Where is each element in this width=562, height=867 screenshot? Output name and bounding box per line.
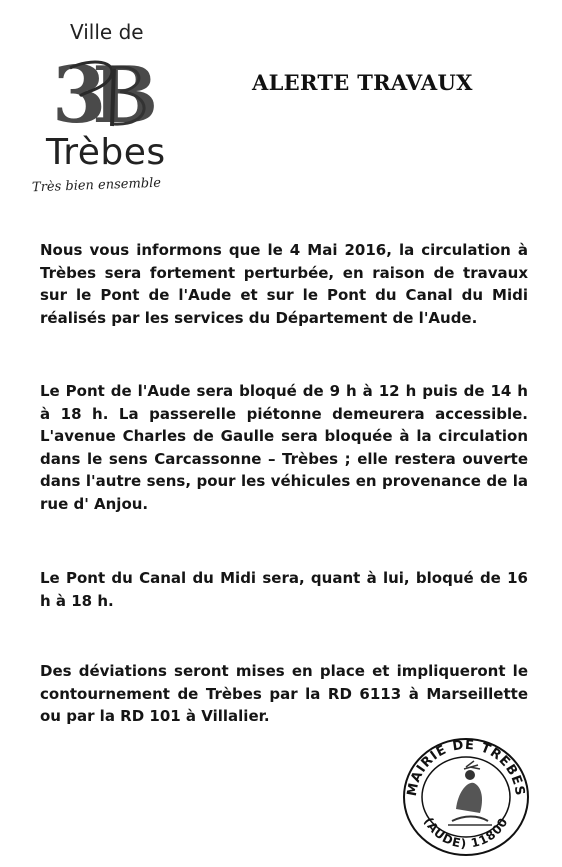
paragraph-pont-aude: Le Pont de l'Aude sera bloqué de 9 h à 12 h puis de 14 h à 18 h. La passerelle piétonne demeurera accessible. L'avenue Charles de Gaulle sera bloquée à la circulation dans le sens Carcassonne – Trèbes ; elle restera ouverte dans l'autre sens, pour les véhicules en provenance de la rue d' Anjou. (40, 382, 528, 513)
logo-3b-icon (50, 56, 170, 136)
mairie-stamp (394, 729, 538, 859)
stamp-bottom-text: (AUDE) 11800 (421, 814, 511, 851)
slogan: Très bien ensemble (31, 175, 162, 196)
paragraph-date: Nous vous informons que le 4 Mai 2016, la circulation à Trèbes sera fortement perturbée, en raison de travaux sur le Pont de l'Aude et sur le Pont du Canal du Midi réalisés par les services du Département de l'Aude. (40, 241, 528, 327)
paragraph-pont-canal: Le Pont du Canal du Midi sera, quant à lui, bloqué de 16 h à 18 h. (40, 569, 528, 610)
city-name: Trèbes (46, 132, 166, 173)
svg-text:3B: 3B (52, 56, 145, 136)
stamp-top-text: MAIRIE DE TREBES (404, 737, 528, 798)
town-logo (30, 12, 200, 202)
ville-label: Ville de (70, 20, 144, 44)
marianne-emblem-icon (448, 761, 492, 825)
notice-title: ALERTE TRAVAUX (252, 70, 473, 95)
svg-text:(AUDE) 11800 (421, 815, 511, 851)
paragraph-deviations: Des déviations seront mises en place et impliqueront le contournement de Trèbes par la RD 6113 à Marseillette ou par la RD 101 à Villalier. (40, 662, 528, 725)
